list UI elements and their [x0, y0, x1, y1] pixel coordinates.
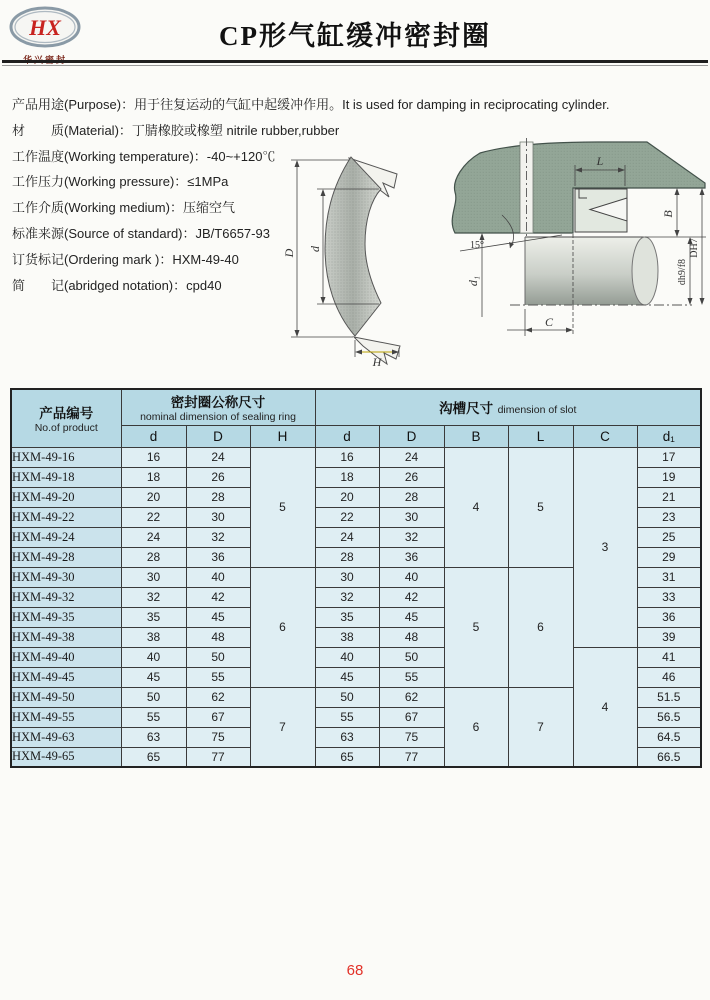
cell: 50	[186, 647, 250, 667]
cell: 51.5	[637, 687, 701, 707]
cell: 26	[379, 467, 444, 487]
cell: 23	[637, 507, 701, 527]
cell: 62	[379, 687, 444, 707]
cell: 55	[186, 667, 250, 687]
cell: 48	[186, 627, 250, 647]
cell: 24	[121, 527, 186, 547]
dim-label-d1: d₁	[466, 275, 480, 287]
cell: 67	[379, 707, 444, 727]
cell: 64.5	[637, 727, 701, 747]
spec-material: 材 质(Material)：丁腈橡胶或橡塑 nitrile rubber,rubber	[12, 122, 340, 138]
cell: 30	[186, 507, 250, 527]
col-slot-d: d	[315, 425, 379, 447]
cell: 67	[186, 707, 250, 727]
page-number: 68	[346, 962, 364, 979]
product-cell: HXM-49-24	[11, 527, 121, 547]
col-C: C	[573, 425, 637, 447]
spec-ordering-mark: 订货标记(Ordering mark )：HXM-49-40	[12, 251, 239, 267]
cell: 45	[186, 607, 250, 627]
merged-cell-L: 7	[508, 687, 573, 767]
merged-cell-H: 5	[250, 447, 315, 567]
cell: 56.5	[637, 707, 701, 727]
cell: 28	[315, 547, 379, 567]
cell: 16	[121, 447, 186, 467]
cell: 33	[637, 587, 701, 607]
cell: 28	[186, 487, 250, 507]
col-slot-D: D	[379, 425, 444, 447]
product-cell: HXM-49-50	[11, 687, 121, 707]
spec-standard: 标准来源(Source of standard)：JB/T6657-93	[12, 225, 270, 241]
cell: 50	[121, 687, 186, 707]
cell: 18	[121, 467, 186, 487]
header-sealing-zh: 密封圈公称尺寸	[170, 395, 266, 411]
cell: 30	[315, 567, 379, 587]
product-cell: HXM-49-16	[11, 447, 121, 467]
cell: 28	[121, 547, 186, 567]
cell: 28	[379, 487, 444, 507]
cell: 46	[637, 667, 701, 687]
cell: 32	[315, 587, 379, 607]
header-rule	[2, 60, 708, 66]
spec-temperature: 工作温度(Working temperature)：-40~+120℃	[12, 148, 276, 164]
logo-subtext: 华兴密封	[22, 55, 67, 65]
dim-label-H: H	[372, 355, 382, 369]
col-d: d	[121, 425, 186, 447]
header-sealing-en: nominal dimension of sealing ring	[140, 411, 296, 424]
cell: 65	[315, 747, 379, 767]
cell: 32	[121, 587, 186, 607]
spec-abridged: 简 记(abridged notation)：cpd40	[12, 277, 222, 293]
cell: 18	[315, 467, 379, 487]
cell: 38	[315, 627, 379, 647]
cell: 32	[186, 527, 250, 547]
header-slot-zh: 沟槽尺寸	[439, 400, 494, 416]
installation-drawing	[440, 138, 708, 367]
merged-cell-H: 7	[250, 687, 315, 767]
cell: 42	[186, 587, 250, 607]
header-slot-group	[315, 389, 701, 425]
cell: 39	[637, 627, 701, 647]
dim-label-bore-tolerance: DH7	[689, 238, 700, 258]
cell: 55	[379, 667, 444, 687]
header-product	[11, 389, 121, 447]
product-cell: HXM-49-45	[11, 667, 121, 687]
cell: 40	[186, 567, 250, 587]
product-cell: HXM-49-22	[11, 507, 121, 527]
cell: 20	[315, 487, 379, 507]
cell: 25	[637, 527, 701, 547]
page-title: CP形气缸缓冲密封圈	[219, 21, 491, 51]
cell: 16	[315, 447, 379, 467]
dim-label-D: D	[283, 248, 296, 258]
merged-cell-C: 4	[573, 647, 637, 767]
cell: 63	[315, 727, 379, 747]
cell: 77	[379, 747, 444, 767]
merged-cell-B: 6	[444, 687, 508, 767]
col-L: L	[508, 425, 573, 447]
product-cell: HXM-49-38	[11, 627, 121, 647]
cell: 75	[186, 727, 250, 747]
header-product-en: No.of product	[34, 422, 98, 435]
header-slot-en: dimension of slot	[497, 403, 577, 416]
product-cell: HXM-49-65	[11, 747, 121, 767]
dim-label-C: C	[544, 315, 554, 329]
merged-cell-B: 4	[444, 447, 508, 567]
product-cell: HXM-49-63	[11, 727, 121, 747]
cell: 22	[121, 507, 186, 527]
cell: 65	[121, 747, 186, 767]
cell: 50	[379, 647, 444, 667]
dim-label-rod-tolerance: dh9/f8	[677, 258, 688, 286]
spec-purpose: 产品用途(Purpose)：用于往复运动的气缸中起缓冲作用。It is used for damping in reciprocating cylinder.	[12, 97, 610, 112]
cell: 36	[637, 607, 701, 627]
table-row	[11, 447, 701, 467]
cell: 40	[379, 567, 444, 587]
header-sealing-group	[121, 389, 315, 425]
cell: 20	[121, 487, 186, 507]
header-product-zh: 产品编号	[39, 406, 94, 422]
product-cell: HXM-49-35	[11, 607, 121, 627]
seal-section-drawing	[283, 150, 461, 377]
cell: 45	[379, 607, 444, 627]
cell: 30	[121, 567, 186, 587]
merged-cell-C: 3	[573, 447, 637, 647]
product-cell: HXM-49-18	[11, 467, 121, 487]
cell: 38	[121, 627, 186, 647]
cell: 35	[121, 607, 186, 627]
merged-cell-L: 6	[508, 567, 573, 687]
cell: 55	[315, 707, 379, 727]
merged-cell-L: 5	[508, 447, 573, 567]
cell: 75	[379, 727, 444, 747]
cell: 19	[637, 467, 701, 487]
cell: 55	[121, 707, 186, 727]
spec-medium: 工作介质(Working medium)：压缩空气	[12, 200, 235, 216]
logo-text: HX	[29, 15, 61, 40]
product-cell: HXM-49-40	[11, 647, 121, 667]
dim-label-angle: 15°	[470, 240, 484, 251]
dim-label-d: d	[308, 246, 322, 252]
dimension-table	[10, 388, 702, 768]
table-header-groups	[11, 389, 701, 425]
cell: 32	[379, 527, 444, 547]
col-d1: d₁	[637, 425, 701, 447]
merged-cell-H: 6	[250, 567, 315, 687]
spec-pressure: 工作压力(Working pressure)：≤1MPa	[12, 174, 229, 190]
cell: 42	[379, 587, 444, 607]
product-cell: HXM-49-20	[11, 487, 121, 507]
product-cell: HXM-49-30	[11, 567, 121, 587]
cell: 40	[315, 647, 379, 667]
dim-label-B: B	[661, 210, 675, 218]
cell: 63	[121, 727, 186, 747]
cell: 66.5	[637, 747, 701, 767]
cell: 24	[186, 447, 250, 467]
product-cell: HXM-49-28	[11, 547, 121, 567]
cell: 35	[315, 607, 379, 627]
cell: 22	[315, 507, 379, 527]
merged-cell-B: 5	[444, 567, 508, 687]
col-B: B	[444, 425, 508, 447]
col-H: H	[250, 425, 315, 447]
cell: 30	[379, 507, 444, 527]
cell: 31	[637, 567, 701, 587]
dim-label-L: L	[596, 154, 604, 168]
cell: 26	[186, 467, 250, 487]
cell: 77	[186, 747, 250, 767]
cell: 45	[121, 667, 186, 687]
cell: 62	[186, 687, 250, 707]
cell: 29	[637, 547, 701, 567]
cell: 24	[379, 447, 444, 467]
cell: 48	[379, 627, 444, 647]
product-cell: HXM-49-32	[11, 587, 121, 607]
cell: 41	[637, 647, 701, 667]
cell: 36	[186, 547, 250, 567]
cell: 17	[637, 447, 701, 467]
cell: 45	[315, 667, 379, 687]
table-row	[11, 647, 701, 667]
cell: 24	[315, 527, 379, 547]
col-D: D	[186, 425, 250, 447]
cell: 36	[379, 547, 444, 567]
cell: 21	[637, 487, 701, 507]
cell: 50	[315, 687, 379, 707]
product-cell: HXM-49-55	[11, 707, 121, 727]
cell: 40	[121, 647, 186, 667]
